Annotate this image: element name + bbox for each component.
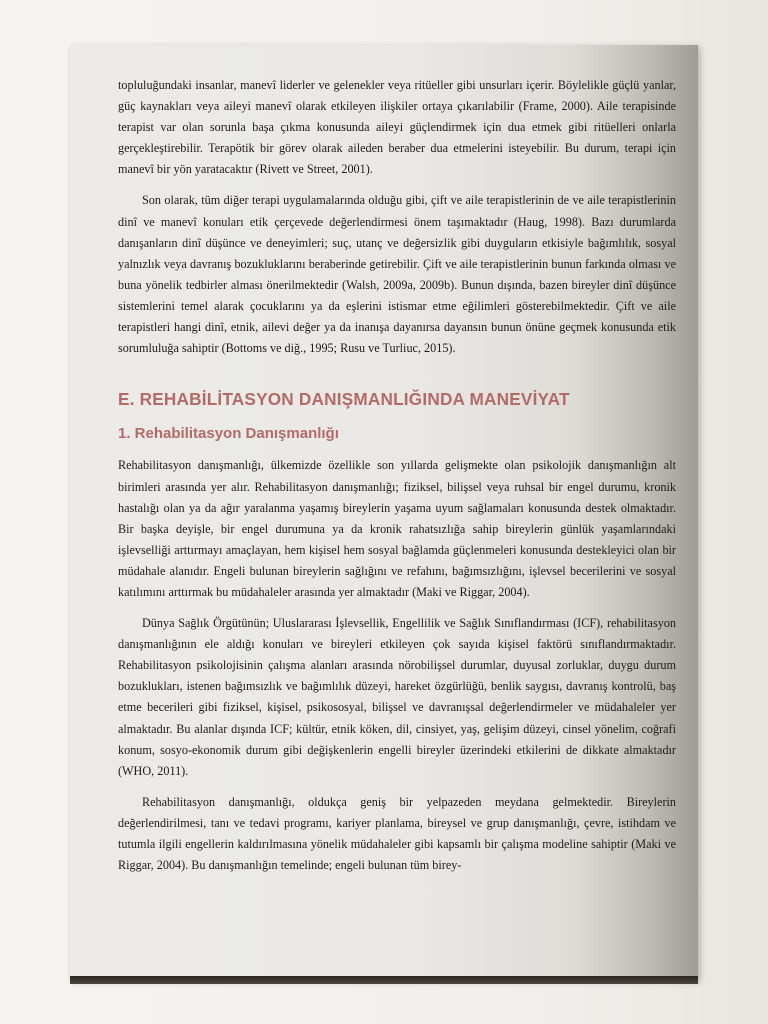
section-heading: E. REHABİLİTASYON DANIŞMANLIĞINDA MANEVİYAT xyxy=(118,389,570,410)
subsection-heading: 1. Rehabilitasyon Danışmanlığı xyxy=(118,425,339,443)
paragraph-rehab-intro: Rehabilitasyon danışmanlığı, ülkemizde özellikle son yıllarda gelişmekte olan psikolojik danışmanlığın alt birimleri arasında yer alır. Rehabilitasyon danışmanlığı; fiziksel, bilişsel veya ruhsal bir engel durumu, kronik hastalığı olan ya da ağır yaralanma yaşamış bireylerin yaşama uyum sağlamaları konusunda destek olmaktadır. Bir başka deyişle, bir engel durumuna ya da kronik rahatsızlığa sahip bireylerin günlük yaşamlarındaki işlevselliği arttırmayı amaçlayan, hem kişisel hem sosyal bağlamda güçlenmeleri konusunda destekleyici olan bir müdahale alanıdır. Engeli bulunan bireylerin sağlığını ve refahını, bağımsızlığını, işlevsel becerilerini ve sosyal katılımını arttırmak bu müdahaleler arasında yer almaktadır (Maki ve Riggar, 2004). xyxy=(118,458,676,599)
book-bottom-edge xyxy=(70,976,698,984)
paragraph-icf: Dünya Sağlık Örgütünün; Uluslararası İşlevsellik, Engellilik ve Sağlık Sınıflandırması (ICF), rehabilitasyon danışmanlığının ele aldığı konuları ve bireyleri etkileyen çok sayıda kişisel faktörü sınıflandırmaktadır. Rehabilitasyon psikolojisinin çalışma alanları arasında nörobilişsel durumlar, duyusal zorluklar, duygu durum bozuklukları, istenen bağımsızlık ve bağımlılık düzeyi, hareket özgürlüğü, benlik saygısı, davranış kontrolü, baş etme becerileri gibi fiziksel, kişisel, psikososyal, bilişsel ve davranışsal değerlendirmeler ve müdahaleler yer almaktadır. Bu alanlar dışında ICF; kültür, etnik köken, dil, cinsiyet, yaş, gelişim düzeyi, cinsel yönelim, coğrafi konum, sosyo-ekonomik durum gibi değişkenlerin engelli bireyler üzerindeki etkilerini de dikkate almaktadır (WHO, 2011). xyxy=(118,616,676,778)
page-content xyxy=(118,75,676,886)
paragraph-continued: topluluğundaki insanlar, manevî liderler ve gelenekler veya ritüeller gibi unsurları içerir. Böylelikle güçlü yanlar, güç kaynakları veya aileyi manevî olarak etkileyen ilişkiler ortaya çıkarılabilir (Frame, 2000). Aile terapisinde terapist var olan sorunla başa çıkma konusunda aileyi güçlendirmek için dua etmek gibi ritüelleri onlarla gerçekleştirebilir. Terapötik bir görev olarak aileden beraber dua etmelerini isteyebilir. Bu durum, terapi için manevî bir yön yaratacaktır (Rivett ve Street, 2001). xyxy=(118,78,676,177)
paragraph-rehab-scope: Rehabilitasyon danışmanlığı, oldukça geniş bir yelpazeden meydana gelmektedir. Bireylerin değerlendirilmesi, tanı ve tedavi programı, kariyer planlama, bireysel ve grup danışmanlığı, çevre, istihdam ve tutumla ilgili engellerin kaldırılmasına yönelik müdahaleler gibi kapsamlı bir çalışma modeline sahiptir (Maki ve Riggar, 2004). Bu danışmanlığın temelinde; engeli bulunan tüm birey- xyxy=(118,794,676,873)
book-page xyxy=(70,45,698,980)
paragraph-ethics: Son olarak, tüm diğer terapi uygulamalarında olduğu gibi, çift ve aile terapistlerinin de ve aile terapistlerinin dinî ve manevî konuları etik çerçevede değerlendirmesi önem taşımaktadır (Haug, 1998). Bazı durumlarda danışanların dinî düşünce ve deneyimleri; suç, utanç ve değersizlik gibi duyguların etkisiyle bağımlılık, sosyal yalnızlık veya davranış bozukluklarını beraberinde getirebilir. Çift ve aile terapistlerinin bunun farkında olması ve buna yönelik tedbirler alması önerilmektedir (Walsh, 2009a, 2009b). Bunun dışında, bazen bireyler dinî düşünce sistemlerini temel alarak çocuklarını ya da eşlerini istismar etme eğilimleri gösterebilmektedir. Çift ve aile terapistleri hangi dinî, etnik, ailevi değer ya da inanışa dayanırsa dayansın bunun önüne geçmek konusunda etik sorumluluğa sahiptir (Bottoms ve diğ., 1995; Rusu ve Turliuc, 2015). xyxy=(118,193,676,356)
